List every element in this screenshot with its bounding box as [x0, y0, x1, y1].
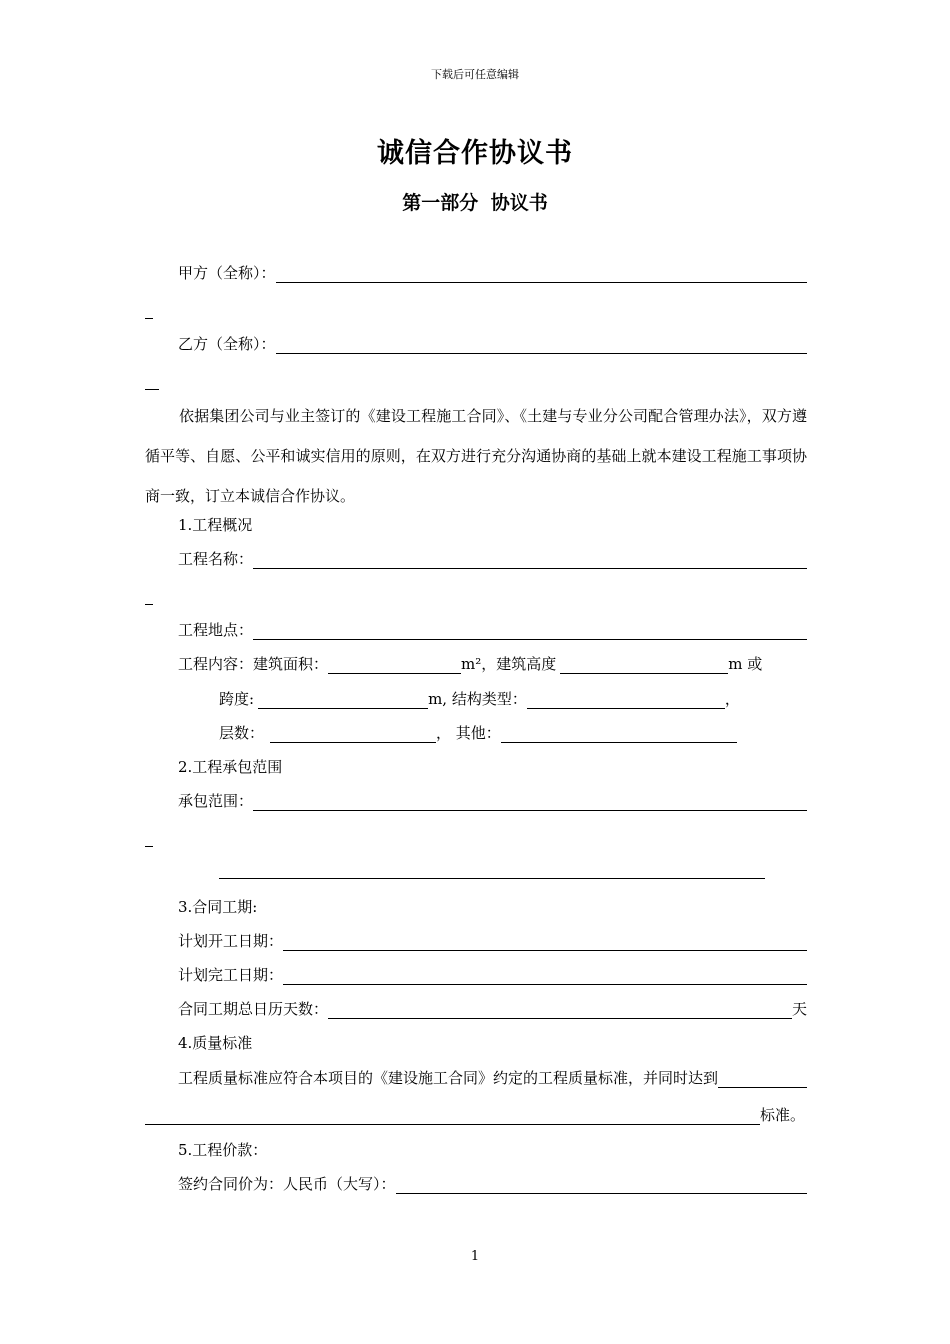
- page-number: 1: [470, 1249, 480, 1264]
- start-date-label: 计划开工日期：: [178, 932, 284, 950]
- contract-price-blank[interactable]: [396, 1178, 807, 1194]
- project-name-blank[interactable]: [253, 553, 807, 569]
- document-title: 诚信合作协议书: [377, 138, 573, 169]
- total-days-label: 合同工期总日历天数：: [178, 1000, 329, 1018]
- party-a-blank[interactable]: [276, 267, 807, 283]
- party-a-line: [178, 263, 807, 283]
- quality-blank[interactable]: [718, 1072, 807, 1088]
- project-location-label: 工程地点：: [178, 621, 254, 639]
- contract-price-label: 签约合同价为：人民币（大写）：: [178, 1175, 396, 1193]
- quality-standard-blank[interactable]: [145, 1109, 760, 1125]
- floors-label: 层数：: [219, 724, 265, 742]
- end-date-line: [178, 965, 807, 985]
- section-3-heading: 3.合同工期:: [178, 898, 258, 916]
- party-b-line: [178, 334, 807, 354]
- project-content-label: 工程内容：建筑面积：: [178, 655, 329, 673]
- span-blank[interactable]: [258, 693, 428, 709]
- scope-line: [178, 791, 807, 811]
- party-b-blank[interactable]: [276, 338, 807, 354]
- project-location-line: [178, 620, 807, 640]
- party-a-overflow-blank: [145, 317, 153, 319]
- other-label: ， 其他：: [436, 724, 501, 742]
- section-subtitle: 第一部分 协议书: [402, 192, 548, 214]
- project-content-line: [178, 654, 807, 674]
- scope-overflow-blank: [145, 845, 153, 847]
- project-name-label: 工程名称：: [178, 550, 254, 568]
- floors-blank[interactable]: [270, 727, 436, 743]
- scope-label: 承包范围：: [178, 792, 254, 810]
- project-name-overflow-blank: [145, 603, 153, 605]
- total-days-blank[interactable]: [328, 1003, 792, 1019]
- height-unit-label: m 或: [728, 655, 763, 673]
- span-label: 跨度:: [219, 690, 255, 708]
- area-unit-label: m²，建筑高度: [461, 655, 557, 673]
- section-2-heading: 2.工程承包范围: [178, 758, 283, 776]
- scope-blank[interactable]: [253, 795, 807, 811]
- contract-price-line: [178, 1174, 807, 1194]
- start-date-blank[interactable]: [283, 935, 807, 951]
- area-blank[interactable]: [328, 658, 461, 674]
- other-blank[interactable]: [501, 727, 737, 743]
- party-a-label: 甲方（全称）：: [178, 264, 276, 282]
- party-b-overflow-blank: [145, 388, 159, 390]
- party-b-label: 乙方（全称）：: [178, 335, 276, 353]
- structure-type-blank[interactable]: [527, 693, 725, 709]
- floors-line: [219, 723, 779, 743]
- quality-suffix: 标准。: [759, 1106, 805, 1124]
- quality-line: [178, 1068, 807, 1088]
- end-date-blank[interactable]: [283, 969, 807, 985]
- section-4-heading: 4.质量标准: [178, 1034, 253, 1052]
- total-days-line: 合同工期总日历天数： 天: [178, 1000, 807, 1018]
- project-location-blank[interactable]: [253, 624, 807, 640]
- start-date-line: [178, 931, 807, 951]
- page-header: 下载后可任意编辑: [431, 68, 519, 81]
- project-name-line: [178, 549, 807, 569]
- intro-paragraph: 依据集团公司与业主签订的《建设工程施工合同》、《土建与专业分公司配合管理办法》，双方遵循平等、自愿、公平和诚实信用的原则，在双方进行充分沟通协商的基础上就本建设工程施工事项协商一致，订立本诚信合作协议。: [145, 407, 807, 505]
- span-line: 跨度: m, 结构类型： ，: [219, 690, 740, 708]
- section-5-heading: 5.工程价款：: [178, 1141, 268, 1159]
- height-blank[interactable]: [560, 658, 728, 674]
- quality-line-2: [145, 1105, 805, 1125]
- span-unit-label: m, 结构类型：: [428, 690, 527, 708]
- end-date-label: 计划完工日期：: [178, 966, 284, 984]
- quality-text: 工程质量标准应符合本项目的《建设施工合同》约定的工程质量标准，并同时达到: [178, 1069, 719, 1087]
- section-1-heading: 1.工程概况: [178, 516, 253, 534]
- scope-second-blank[interactable]: [219, 877, 765, 879]
